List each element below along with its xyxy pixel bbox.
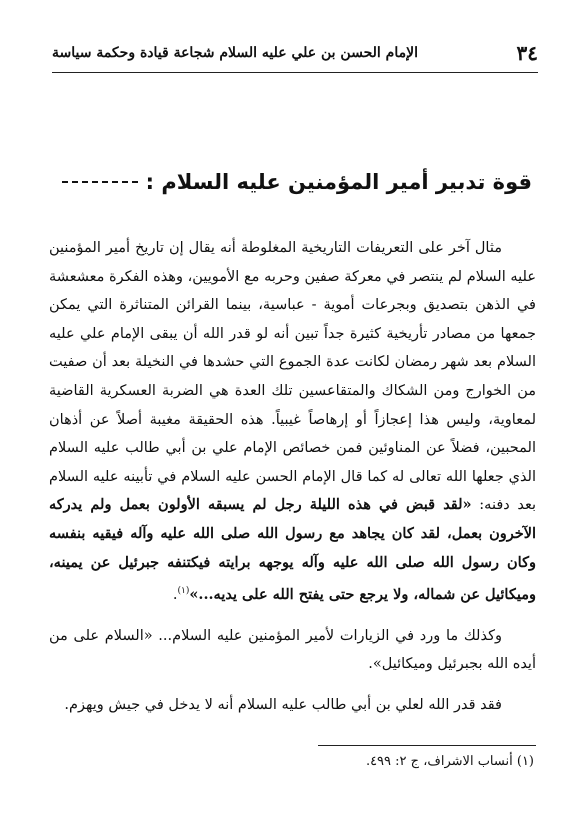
section-heading xyxy=(62,170,532,194)
running-title: الإمام الحسن بن علي عليه السلام شجاعة قيادة وحكمة سياسة xyxy=(52,45,418,61)
paragraph-intro: مثال آخر على التعريفات التاريخية المغلوطة أنه يقال إن تاريخ أمير المؤمنين عليه السلام لم ينتصر في معركة صفين وحربه مع الأمويين، وهذه الفكرة معشعشة في الذهن بتصديق وبجرعات أموية - عباسية، بينما القرائن المتناثرة التي يمكن جمعها من مصادر تأريخية كثيرة جداً تبين أنه لو قدر الله أن يبقى الإمام علي عليه السلام بعد شهر رمضان لكانت عدة الجموع التي حشدها في النخيلة بعد أن صفيت من الخوارج ومن الشكاك والمتقاعسين تلك العدة هي الضربة العسكرية القاضية لمعاوية، وليس هذا إعجازاً أو إرهاصاً غيبياً. هذه الحقيقة مغيبة أصلاً عن أذهان المحبين، فضلاً عن المناوئين فمن خصائص الإمام علي بن أبي طالب عليه السلام الذي جعلها الله تعالى له كما قال الإمام الحسن عليه السلام في تأبينه عليه السلام بعد دفنه: «لقد قبض في هذه الليلة رجل لم يسبقه الأولون بعمل ولم يدركه الآخرون بعمل، لقد كان يجاهد مع رسول الله صلى الله عليه وآله فيقيه بنفسه وكان رسول الله صلى الله عليه وآله يوجهه برايته فيكتنفه جبرئيل عن يمينه، وميكائيل عن شماله، ولا يرجع حتى يفتح الله على يديه...»$^{(١)}$. xyxy=(49,240,536,603)
paragraph-ziyarat: وكذلك ما ورد في الزيارات لأمير المؤمنين عليه السلام... «السلام على من أيده الله بجبرئيل وميكائيل». xyxy=(49,627,536,673)
section-heading-text: قوة تدبير أمير المؤمنين عليه السلام : xyxy=(145,170,532,194)
page-number: ٣٤ xyxy=(516,41,538,65)
paragraph-conclusion: فقد قدر الله لعلي بن أبي طالب عليه السلام أنه لا يدخل في جيش ويهزم. xyxy=(64,696,502,713)
heading-dash-line xyxy=(62,181,138,183)
footnote: (١) أنساب الاشراف، ج ٢: ٤٩٩. xyxy=(365,754,534,769)
footnote-rule xyxy=(318,745,536,746)
running-header xyxy=(52,40,538,66)
body-text xyxy=(49,234,536,719)
quotation: «لقد قبض في هذه الليلة رجل لم يسبقه الأولون بعمل ولم يدركه الآخرون بعمل، لقد كان يجاهد مع رسول الله صلى الله عليه وآله فيقيه بنفسه وكان رسول الله صلى الله عليه وآله يوجهه برايته فيكتنفه جبرئيل عن يمينه، وميكائيل عن شماله، ولا يرجع حتى يفتح الله على يديه...» xyxy=(49,496,536,603)
header-rule xyxy=(52,72,538,73)
footnote-marker: (١) xyxy=(177,586,190,597)
paragraph-intro-text: مثال آخر على التعريفات التاريخية المغلوطة أنه يقال إن تاريخ أمير المؤمنين عليه السلام لم ينتصر في معركة صفين وحربه مع الأمويين، وهذه الفكرة معشعشة في الذهن بتصديق وبجرعات أموية - عباسية، بينما القرائن المتناثرة التي يمكن جمعها من مصادر تأريخية كثيرة جداً تبين أنه لو قدر الله أن يبقى الإمام علي عليه السلام بعد شهر رمضان لكانت عدة الجموع التي حشدها في النخيلة بعد أن صفيت من الخوارج ومن الشكاك والمتقاعسين تلك العدة هي الضربة العسكرية القاضية لمعاوية، وليس هذا إعجازاً أو إرهاصاً غيبياً. هذه الحقيقة مغيبة أصلاً عن أذهان المحبين، فضلاً عن المناوئين فمن خصائص الإمام علي بن أبي طالب عليه السلام الذي جعلها الله تعالى له كما قال الإمام الحسن عليه السلام في تأبينه عليه السلام بعد دفنه: xyxy=(49,240,536,514)
